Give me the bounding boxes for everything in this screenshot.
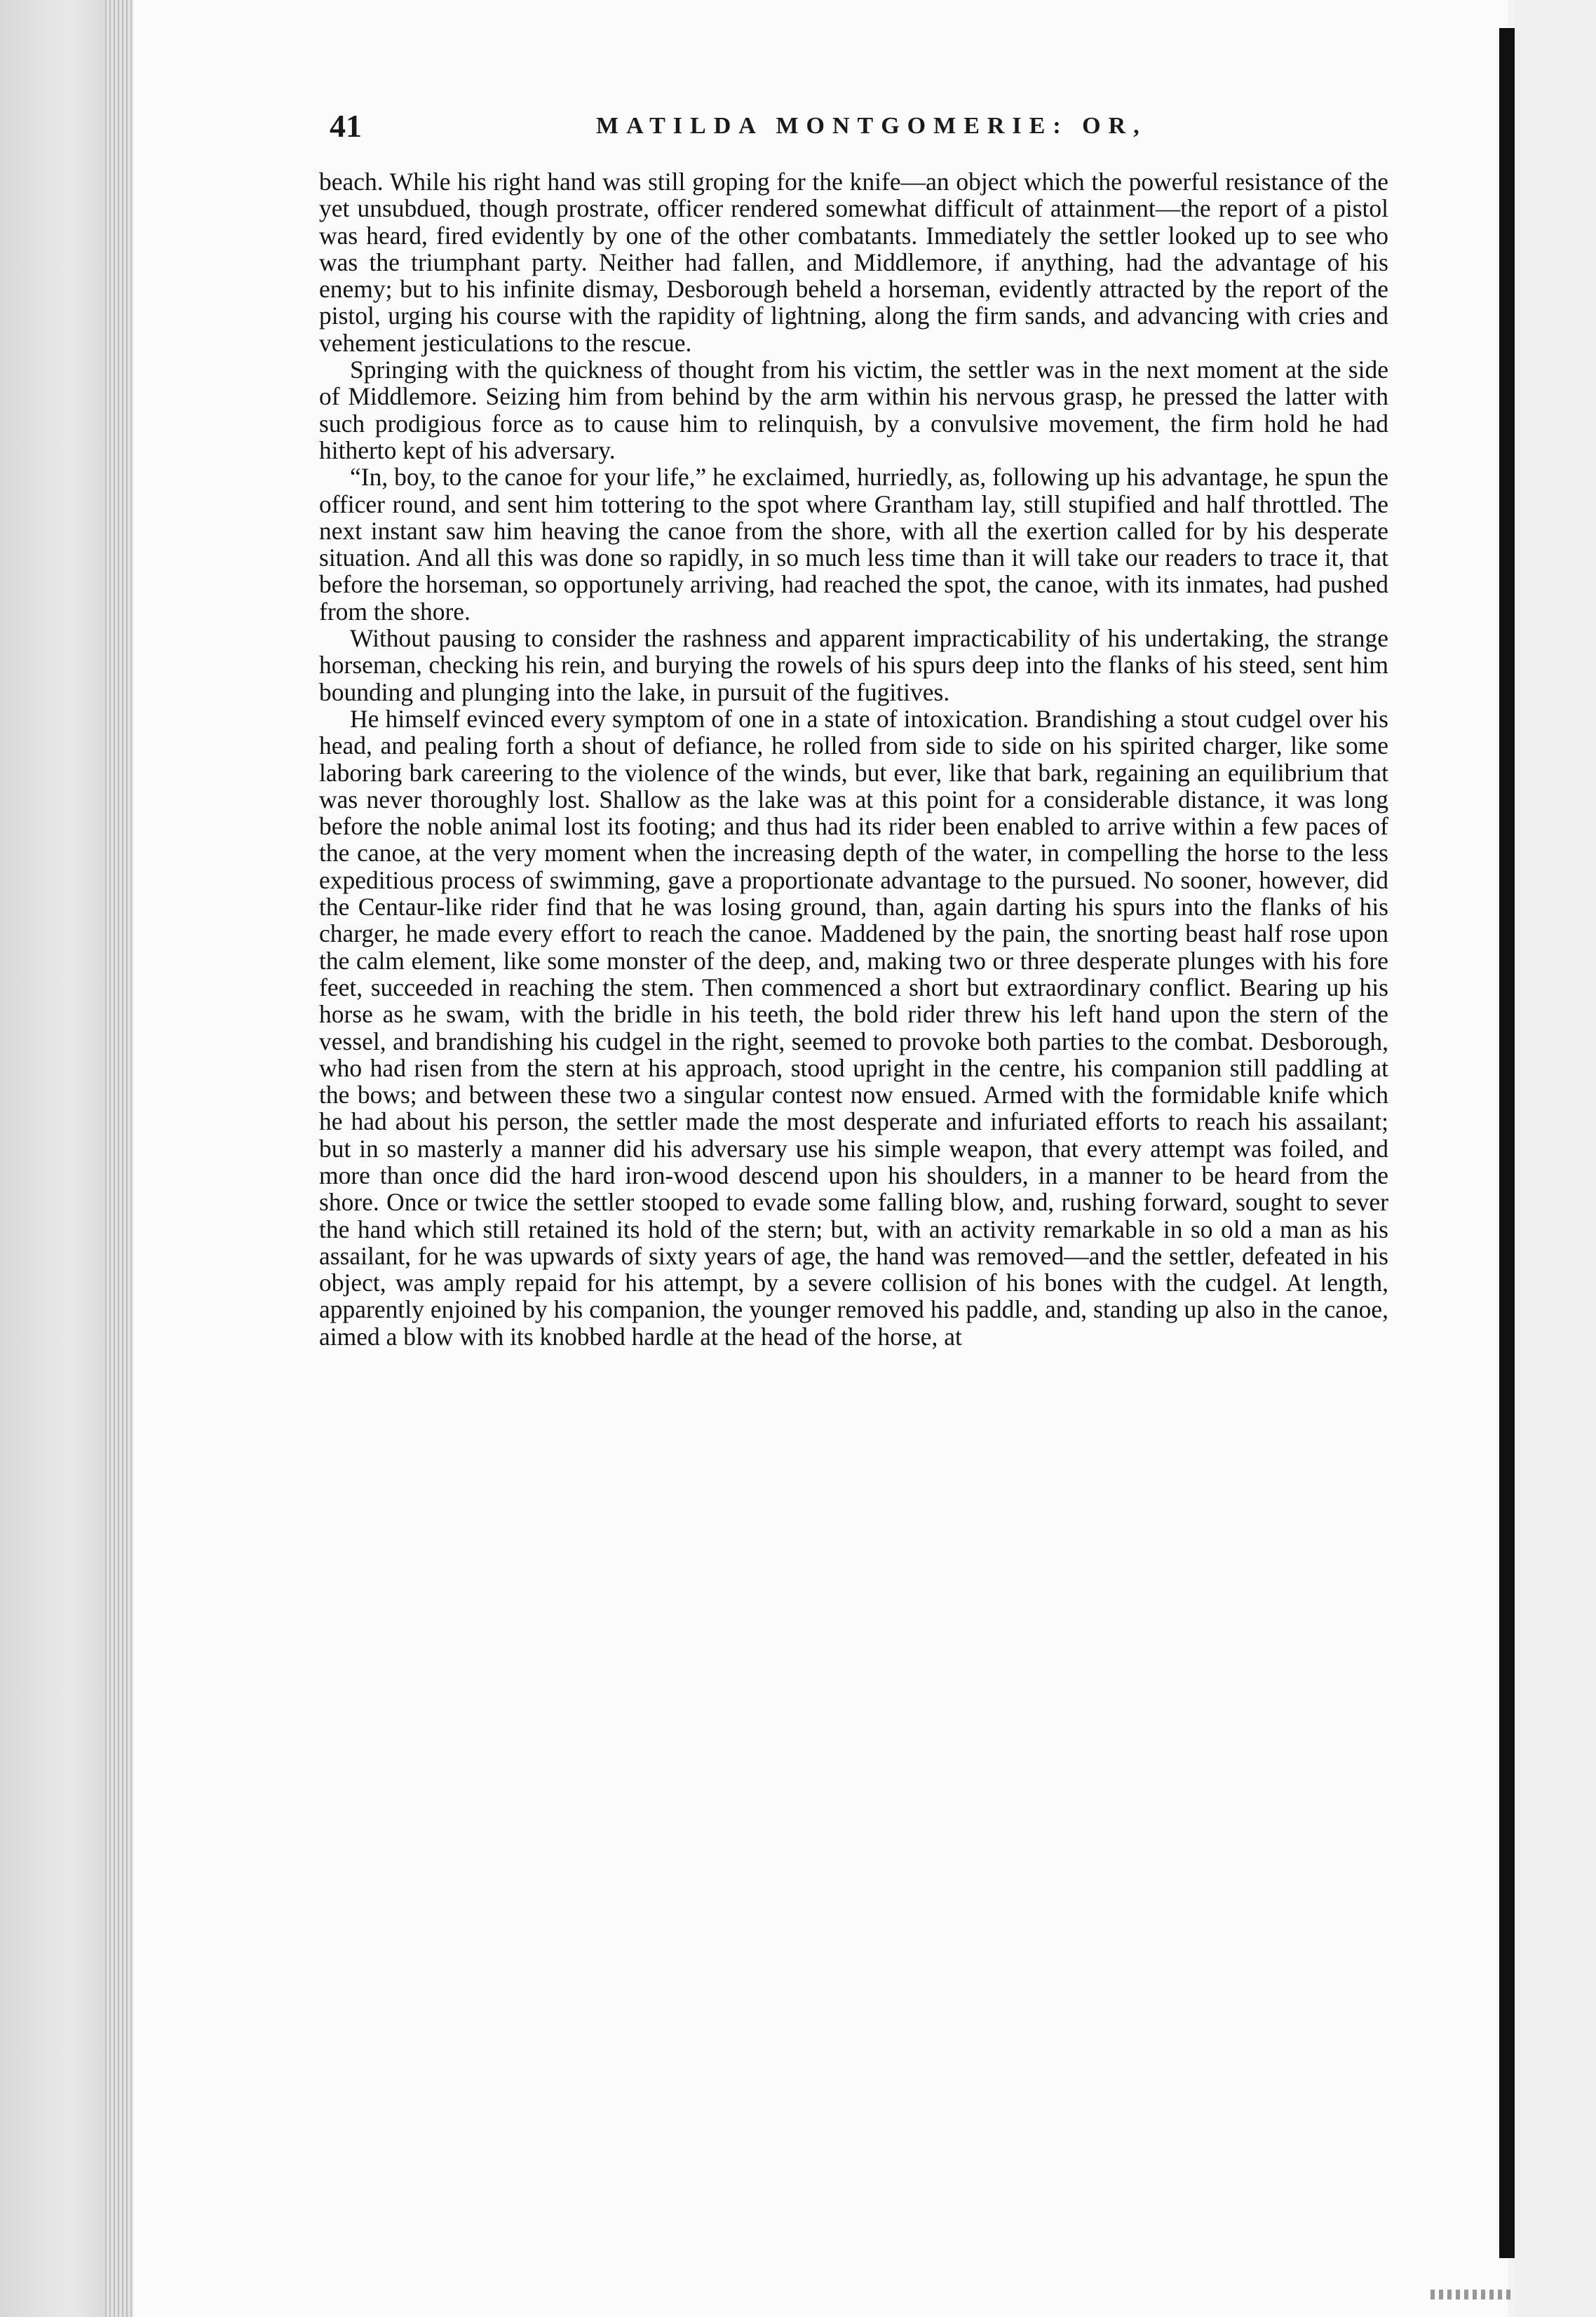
paragraph: beach. While his right hand was still groping for the knife—an object which the powerful resistance of the yet unsubdued, though prostrate, officer rendered somewhat difficult of attainment—the report of a pistol was heard, fired evidently by one of the other combatants. Immediately the settler looked up to see who was the triumphant party. Neither had fallen, and Middlemore, if anything, had the advantage of his enemy; but to his infinite dismay, Desborough beheld a horseman, evidently attracted by the report of the pistol, urging his course with the rapidity of lightning, along the firm sands, and advancing with cries and vehement jesticulations to the rescue. — [319, 168, 1388, 357]
running-head — [330, 102, 1480, 151]
bottom-edge-marks — [1431, 2290, 1515, 2299]
paragraph: Without pausing to consider the rashness and apparent impracticability of his undertaking, the strange horseman, checking his rein, and burying the rowels of his spurs deep into the flanks of his steed, sent him bounding and plunging into the lake, in pursuit of the fugitives. — [319, 624, 1388, 706]
paragraph: “In, boy, to the canoe for your life,” he exclaimed, hurriedly, as, following up his advantage, he spun the officer round, and sent him tottering to the spot where Grantham lay, still stupified and half throttled. The next instant saw him heaving the canoe from the shore, with all the exertion called for by his desperate situation. And all this was done so rapidly, in so much less time than it will take our readers to trace it, that before the horseman, so opportunely arriving, had reached the spot, the canoe, with its inmates, had pushed from the shore. — [319, 463, 1388, 626]
page-edge-shadow — [1499, 28, 1515, 2258]
running-title: MATILDA MONTGOMERIE: OR, — [596, 113, 1147, 139]
paragraph: Springing with the quickness of thought from his victim, the settler was in the next moment at the side of Middlemore. Seizing him from behind by the arm within his nervous grasp, he pressed the latter with such prodigious force as to cause him to relinquish, by a convulsive movement, the firm hold he had hitherto kept of his adversary. — [319, 356, 1388, 464]
page-number: 41 — [330, 108, 362, 144]
paragraph: He himself evinced every symptom of one in a state of intoxication. Brandishing a stout cudgel over his head, and pealing forth a shout of defiance, he rolled from side to side on his spirited charger, like some laboring bark careering to the violence of the winds, but ever, like that bark, regaining an equilibrium that was never thoroughly lost. Shallow as the lake was at this point for a considerable distance, it was long before the noble animal lost its footing; and thus had its rider been enabled to arrive within a few paces of the canoe, at the very moment when the increasing depth of the water, in compelling the horse to the less expeditious process of swimming, gave a proportionate advantage to the pursued. No sooner, however, did the Centaur-like rider find that he was losing ground, than, again darting his spurs into the flanks of his charger, he made every effort to reach the canoe. Maddened by the pain, the snorting beast half rose upon the calm element, like some monster of the deep, and, making two or three desperate plunges with his fore feet, succeeded in reaching the stem. Then commenced a short but extraordinary conflict. Bearing up his horse as he swam, with the bridle in his teeth, the bold rider threw his left hand upon the stern of the vessel, and brandishing his cudgel in the right, seemed to provoke both parties to the combat. Desborough, who had risen from the stern at his approach, stood upright in the centre, his companion still paddling at the bows; and between these two a singular contest now ensued. Armed with the formidable knife which he had about his person, the settler made the most desperate and infuriated efforts to reach his assailant; but in so masterly a manner did his adversary use his simple weapon, that every attempt was foiled, and more than once did the hard iron-wood descend upon his shoulders, in a manner to be heard from the shore. Once or twice the settler stooped to evade some falling blow, and, rushing forward, sought to sever the hand which still retained its hold of the stern; but, with an activity remarkable in so old a man as his assailant, for he was upwards of sixty years of age, the hand was removed—and the settler, defeated in his object, was amply repaid for his attempt, by a severe collision of his bones with the cudgel. At length, apparently enjoined by his companion, the younger removed his paddle, and, standing up also in the canoe, aimed a blow with its knobbed hardle at the head of the horse, at — [319, 704, 1388, 1351]
right-margin — [1515, 0, 1596, 2317]
body-text — [319, 168, 1388, 1350]
page-stack-edges — [105, 0, 133, 2317]
